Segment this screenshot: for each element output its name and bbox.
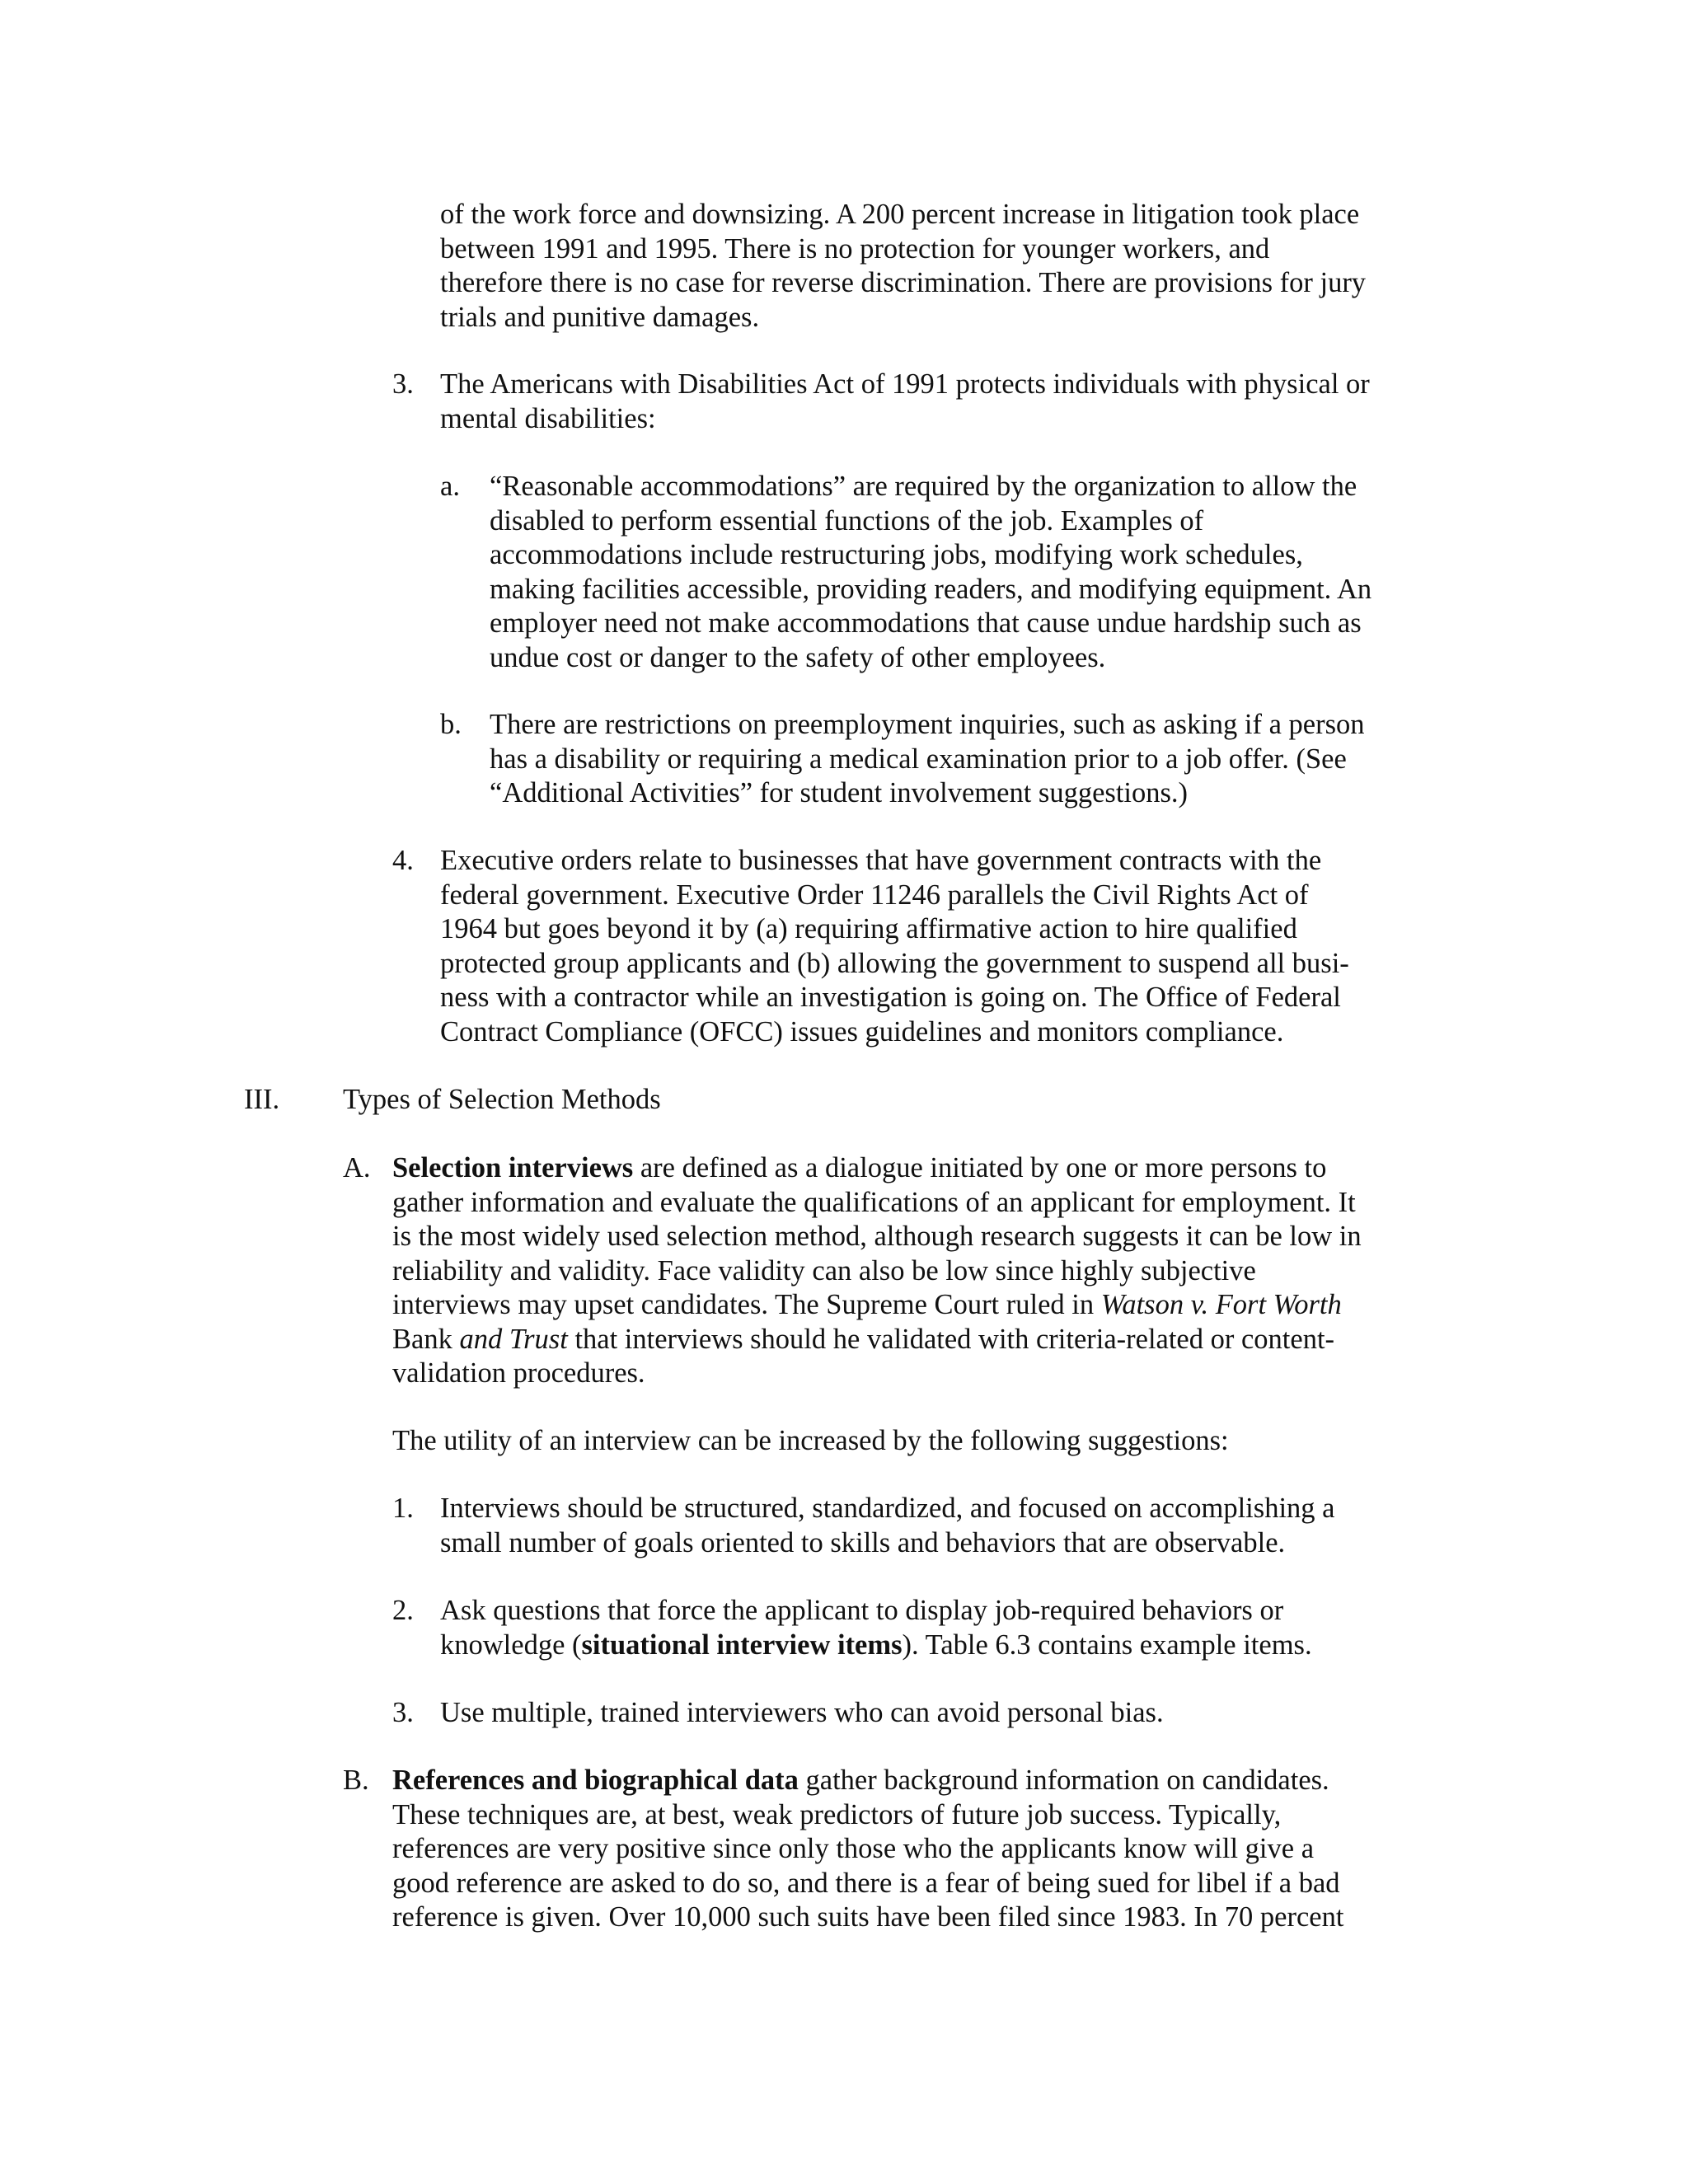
suggestion-2-text bbox=[440, 1594, 1312, 1662]
section-heading: Types of Selection Methods bbox=[343, 1084, 661, 1115]
bold-term: References and biographical data bbox=[392, 1765, 799, 1796]
section-marker-iii: III. bbox=[244, 1084, 280, 1115]
text-line: There are restrictions on preemployment inquiries, such as asking if a person bbox=[490, 709, 1365, 740]
case-name: Watson v. Fort Worth bbox=[1100, 1289, 1342, 1320]
text-line: protected group applicants and (b) allowing the government to suspend all busi- bbox=[440, 947, 1349, 979]
text-line: “Reasonable accommodations” are required by the organization to allow the bbox=[490, 471, 1357, 502]
text-line: mental disabilities: bbox=[440, 402, 656, 434]
text-line: validation procedures. bbox=[392, 1357, 645, 1389]
text-line: “Additional Activities” for student involvement suggestions.) bbox=[490, 777, 1189, 808]
text-line: interviews may upset candidates. The Supreme Court ruled in Watson v. Fort Worth bbox=[392, 1289, 1342, 1320]
suggestion-3-text bbox=[440, 1696, 1164, 1731]
text-line: has a disability or requiring a medical examination prior to a job offer. (See bbox=[490, 743, 1347, 775]
text-line: small number of goals oriented to skills and behaviors that are observable. bbox=[440, 1526, 1286, 1558]
text-line: federal government. Executive Order 11246 parallels the Civil Rights Act of bbox=[440, 879, 1309, 911]
text-line: The Americans with Disabilities Act of 1991 protects individuals with physical or bbox=[440, 368, 1370, 400]
text-line: Selection interviews are defined as a dialogue initiated by one or more persons to bbox=[392, 1152, 1327, 1183]
section-marker-b: B. bbox=[343, 1765, 369, 1796]
utility-intro bbox=[392, 1424, 1229, 1459]
text-line: references are very positive since only those who the applicants know will give a bbox=[392, 1833, 1315, 1864]
intro-paragraph bbox=[440, 198, 1366, 335]
list-marker-2: 2. bbox=[392, 1595, 414, 1626]
text-line: 1964 but goes beyond it by (a) requiring affirmative action to hire qualified bbox=[440, 913, 1297, 944]
text-line: undue cost or danger to the safety of other employees. bbox=[490, 641, 1106, 673]
section-a-paragraph bbox=[392, 1151, 1362, 1391]
text-line: gather information and evaluate the qualifications of an applicant for employment. It bbox=[392, 1186, 1356, 1218]
text-line: Bank and Trust that interviews should he validated with criteria-related or content- bbox=[392, 1323, 1335, 1355]
suggestion-1-text bbox=[440, 1492, 1334, 1560]
list-marker-3b: 3. bbox=[392, 1697, 414, 1728]
list-marker-1: 1. bbox=[392, 1493, 414, 1524]
list-marker-4: 4. bbox=[392, 845, 414, 876]
text-line: Contract Compliance (OFCC) issues guidelines and monitors compliance. bbox=[440, 1015, 1284, 1047]
text-line: References and biographical data gather background information on candidates. bbox=[392, 1765, 1329, 1796]
text-line: accommodations include restructuring jobs, modifying work schedules, bbox=[490, 539, 1303, 570]
text-line: of the work force and downsizing. A 200 percent increase in litigation took place bbox=[440, 199, 1360, 230]
text-line: employer need not make accommodations that cause undue hardship such as bbox=[490, 607, 1362, 639]
bold-term: Selection interviews bbox=[392, 1152, 634, 1183]
text-line: trials and punitive damages. bbox=[440, 301, 760, 333]
item-3b-text bbox=[490, 708, 1365, 811]
text-line: Executive orders relate to businesses that have government contracts with the bbox=[440, 845, 1322, 876]
bold-term: situational interview items bbox=[581, 1629, 903, 1661]
text-line: therefore there is no case for reverse discrimination. There are provisions for jury bbox=[440, 267, 1367, 298]
section-marker-a: A. bbox=[343, 1152, 371, 1183]
text-line: Use multiple, trained interviewers who can avoid personal bias. bbox=[440, 1697, 1164, 1728]
text-line: reliability and validity. Face validity can also be low since highly subjective bbox=[392, 1254, 1256, 1286]
text-line: is the most widely used selection method, although research suggests it can be low in bbox=[392, 1221, 1362, 1252]
text-line: These techniques are, at best, weak predictors of future job success. Typically, bbox=[392, 1798, 1282, 1830]
text-line: Interviews should be structured, standardized, and focused on accomplishing a bbox=[440, 1493, 1335, 1524]
case-name-continued: and Trust bbox=[459, 1323, 568, 1355]
text-line: reference is given. Over 10,000 such suits have been filed since 1983. In 70 percent bbox=[392, 1901, 1344, 1933]
item-3-text bbox=[440, 368, 1370, 436]
list-marker-3: 3. bbox=[392, 368, 414, 400]
text-line: ness with a contractor while an investigation is going on. The Office of Federal bbox=[440, 982, 1341, 1013]
item-4-text bbox=[440, 844, 1349, 1049]
text-line: disabled to perform essential functions of the job. Examples of bbox=[490, 504, 1204, 537]
text-line: good reference are asked to do so, and there is a fear of being sued for libel if a bad bbox=[392, 1867, 1340, 1899]
text-line: between 1991 and 1995. There is no protection for younger workers, and bbox=[440, 232, 1270, 265]
text-line: knowledge (situational interview items). Table 6.3 contains example items. bbox=[440, 1629, 1312, 1661]
list-marker-a: a. bbox=[440, 471, 460, 502]
text-line: Ask questions that force the applicant to display job-required behaviors or bbox=[440, 1595, 1284, 1626]
text-line: The utility of an interview can be increased by the following suggestions: bbox=[392, 1425, 1229, 1456]
text-line: making facilities accessible, providing readers, and modifying equipment. An bbox=[490, 573, 1372, 605]
section-b-paragraph bbox=[392, 1764, 1343, 1935]
list-marker-b: b. bbox=[440, 709, 462, 740]
item-3a-text bbox=[490, 470, 1372, 675]
